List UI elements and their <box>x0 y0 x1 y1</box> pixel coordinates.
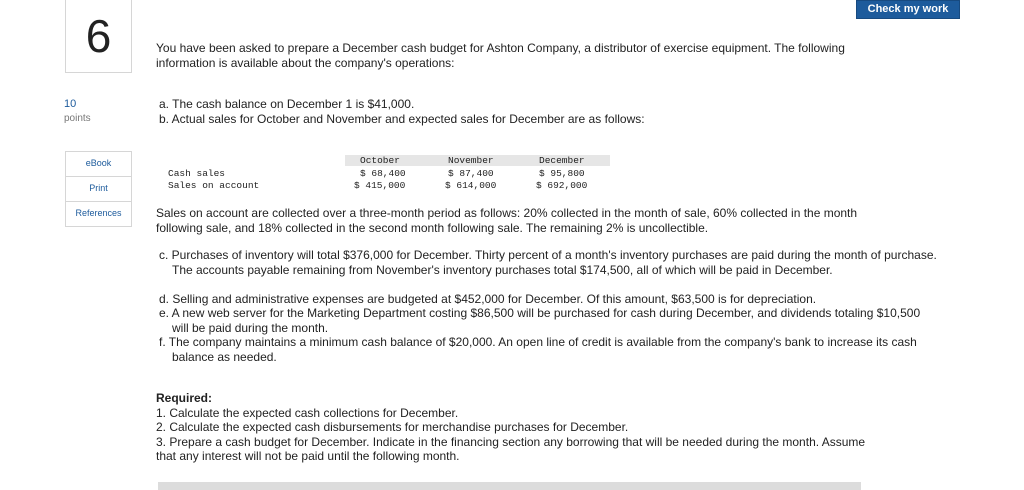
row-label-sales-on-account: Sales on account <box>168 180 260 191</box>
intro-line-2: information is available about the company's operations: <box>156 55 455 70</box>
required-heading: Required: <box>156 391 213 405</box>
required-item-3-cont: that any interest will not be paid until the following month. <box>156 449 460 463</box>
cell-account-nov: $ 614,000 <box>445 180 497 191</box>
item-d: d. Selling and administrative expenses are budgeted at $452,000 for December. Of this amount, $63,500 is for depreciation. <box>159 291 817 306</box>
row-label-cash-sales: Cash sales <box>168 168 226 179</box>
item-e: e. A new web server for the Marketing Department costing $86,500 will be purchased for cash during December, and dividends totaling $10,500 will be paid during the month. <box>159 306 921 335</box>
item-a: a. The cash balance on December 1 is $41,000. <box>159 97 415 111</box>
item-c: c. Purchases of inventory will total $376,000 for December. Thirty percent of a month's inventory purchases are paid during the month of purchase. The accounts payable remaining from November's inventory purchases total $174,500, all of which will be paid in December. <box>159 248 937 277</box>
required-item-2: 2. Calculate the expected cash disbursements for merchandise purchases for December. <box>156 420 629 434</box>
side-nav <box>65 151 132 227</box>
cell-cash-dec: $ 95,800 <box>539 168 585 179</box>
cell-cash-nov: $ 87,400 <box>448 168 494 179</box>
required-item-1: 1. Calculate the expected cash collections for December. <box>156 405 459 420</box>
item-b: b. Actual sales for October and November and expected sales for December are as follows: <box>159 111 645 126</box>
col-header-december: December <box>539 155 585 166</box>
col-header-october: October <box>360 155 400 166</box>
question-number: 6 <box>65 0 132 73</box>
cell-account-dec: $ 692,000 <box>536 180 588 191</box>
print-link[interactable]: Print <box>66 177 131 202</box>
cell-cash-oct: $ 68,400 <box>360 168 406 179</box>
points-value: 10 <box>64 98 77 110</box>
item-f: f. The company maintains a minimum cash balance of $20,000. An open line of credit is available from the company's bank to increase its cash balance as needed. <box>159 335 917 364</box>
check-my-work-button[interactable]: Check my work <box>856 0 960 19</box>
intro-line-1: You have been asked to prepare a December cash budget for Ashton Company, a distributor of exercise equipment. The following <box>156 41 845 55</box>
cell-account-oct: $ 415,000 <box>354 180 406 191</box>
required-item-3: 3. Prepare a cash budget for December. Indicate in the financing section any borrowing that will be needed during the month. Assume <box>156 434 866 449</box>
references-link[interactable]: References <box>75 208 122 218</box>
collections-note-line-1: Sales on account are collected over a three-month period as follows: 20% collected in the month of sale, 60% collected in the month <box>156 206 858 220</box>
points-label: points <box>64 113 91 124</box>
ebook-link[interactable]: eBook <box>66 152 131 177</box>
horizontal-scrollbar[interactable] <box>158 482 861 490</box>
collections-note-line-2: following sale, and 18% collected in the second month following sale. The remaining 2% is uncollectible. <box>156 220 709 235</box>
col-header-november: November <box>448 155 494 166</box>
